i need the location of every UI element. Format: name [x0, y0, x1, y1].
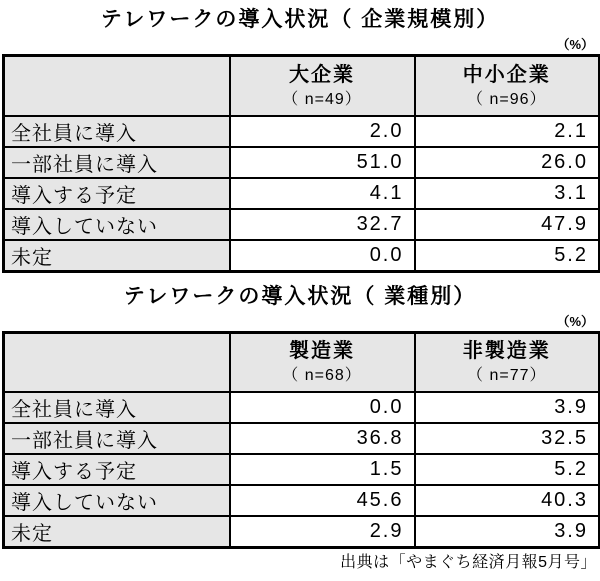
column-name: 製造業	[289, 340, 355, 363]
value-cell: 3.9	[415, 392, 600, 423]
telework-table-company-size	[2, 54, 600, 273]
value-cell: 32.5	[415, 423, 600, 454]
table-row	[4, 240, 600, 272]
table-row	[4, 178, 600, 209]
source-note: 出典は「やまぐち経済月報5月号」	[340, 554, 597, 571]
value-cell: 3.1	[415, 178, 600, 209]
table-title-industry: テレワークの導入状況（ 業種別）	[123, 284, 477, 308]
value-cell: 5.2	[415, 454, 600, 485]
value-cell: 26.0	[415, 147, 600, 178]
table-row	[4, 147, 600, 178]
column-name: 中小企業	[462, 63, 551, 86]
column-name: 大企業	[289, 63, 355, 86]
value-cell: 4.1	[230, 178, 415, 209]
column-header-large-company	[230, 56, 415, 116]
section-industry	[0, 283, 600, 550]
value-cell: 36.8	[230, 423, 415, 454]
column-sample-size: （ n=77）	[467, 367, 547, 385]
row-label: 未定	[4, 240, 230, 272]
column-name: 非製造業	[462, 340, 551, 363]
corner-cell	[4, 56, 230, 116]
value-cell: 2.0	[230, 116, 415, 147]
table-row	[4, 516, 600, 548]
table-row	[4, 485, 600, 516]
table-row	[4, 116, 600, 147]
value-cell: 1.5	[230, 454, 415, 485]
row-label: 全社員に導入	[4, 116, 230, 147]
table-title-company-size: テレワークの導入状況（ 企業規模別）	[100, 8, 500, 31]
value-cell: 5.2	[415, 240, 600, 272]
row-label: 全社員に導入	[4, 392, 230, 423]
header-row	[4, 332, 600, 392]
section-company-size	[0, 6, 600, 273]
value-cell: 2.9	[230, 516, 415, 548]
corner-cell	[4, 332, 230, 392]
column-sample-size: （ n=49）	[282, 90, 362, 108]
row-label: 一部社員に導入	[4, 423, 230, 454]
table-row	[4, 423, 600, 454]
percent-unit-label: （%）	[556, 313, 594, 329]
column-header-sme	[415, 56, 600, 116]
header-row	[4, 56, 600, 116]
value-cell: 3.9	[415, 516, 600, 548]
column-sample-size: （ n=96）	[467, 90, 547, 108]
telework-table-industry	[2, 331, 600, 550]
value-cell: 47.9	[415, 209, 600, 240]
row-label: 未定	[4, 516, 230, 548]
percent-unit-label: （%）	[556, 37, 594, 52]
value-cell: 40.3	[415, 485, 600, 516]
value-cell: 51.0	[230, 147, 415, 178]
value-cell: 0.0	[230, 240, 415, 272]
column-header-non-manufacturing	[415, 332, 600, 392]
section-gap	[0, 273, 600, 281]
value-cell: 2.1	[415, 116, 600, 147]
row-label: 導入していない	[4, 485, 230, 516]
row-label: 導入する予定	[4, 178, 230, 209]
table-row	[4, 209, 600, 240]
row-label: 導入する予定	[4, 454, 230, 485]
value-cell: 45.6	[230, 485, 415, 516]
value-cell: 0.0	[230, 392, 415, 423]
row-label: 一部社員に導入	[4, 147, 230, 178]
table-row	[4, 392, 600, 423]
row-label: 導入していない	[4, 209, 230, 240]
column-header-manufacturing	[230, 332, 415, 392]
table-row	[4, 454, 600, 485]
value-cell: 32.7	[230, 209, 415, 240]
column-sample-size: （ n=68）	[282, 367, 362, 385]
